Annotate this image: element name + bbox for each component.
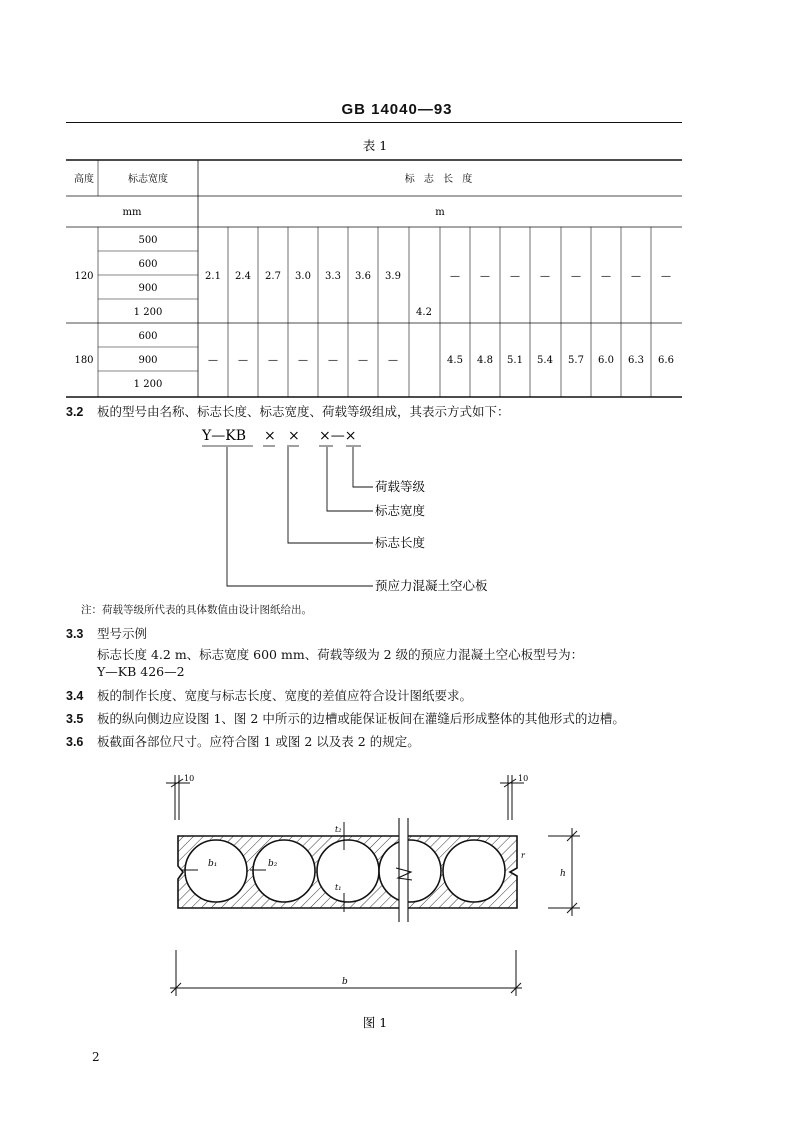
dim-right-10: 10: [518, 774, 529, 783]
label-load-grade: 荷载等级: [375, 479, 426, 494]
section-number: 3.3: [66, 627, 84, 641]
length-cell: 6.0: [598, 355, 614, 366]
dash-cell: —: [480, 271, 490, 282]
dash-cell: —: [510, 271, 520, 282]
section-text: 板的制作长度、宽度与标志长度、宽度的差值应符合设计图纸要求。: [97, 688, 473, 703]
width-cell: 900: [138, 355, 158, 366]
label-slab-name: 预应力混凝土空心板: [375, 578, 488, 593]
model-x-length: ×: [264, 428, 276, 444]
dash-cell: —: [540, 271, 550, 282]
dash-cell: —: [328, 355, 338, 366]
head-height: 高度: [74, 174, 94, 185]
dash-cell: —: [208, 355, 218, 366]
label-t2: t₂: [335, 825, 342, 834]
dash-cell: —: [631, 271, 641, 282]
length-cell: 6.6: [658, 355, 674, 366]
section-text: 板截面各部位尺寸。应符合图 1 或图 2 以及表 2 的规定。: [97, 734, 420, 749]
hollow-cores: [185, 840, 505, 902]
length-cell: 4.8: [477, 355, 493, 366]
section-3-6: [66, 732, 420, 750]
height-120: 120: [74, 271, 94, 282]
section-number: 3.4: [66, 689, 84, 703]
label-b2: b₂: [268, 859, 278, 869]
label-h: h: [560, 869, 566, 879]
label-nominal-length: 标志长度: [375, 535, 426, 550]
length-cell: 3.3: [325, 271, 341, 282]
width-cell: 500: [138, 235, 158, 246]
length-shared: 4.2: [416, 307, 432, 318]
dash-cell: —: [268, 355, 278, 366]
length-cell: 3.6: [355, 271, 371, 282]
standard-header: GB 14040—93: [341, 101, 453, 118]
table-caption: 表 1: [362, 138, 388, 153]
model-x-width: ×: [288, 428, 300, 444]
label-b: b: [342, 977, 348, 987]
width-cell: 1 200: [133, 379, 163, 390]
model-prefix: Y—KB: [202, 428, 246, 444]
section-text: 板的型号由名称、标志长度、标志宽度、荷载等级组成，其表示方式如下：: [97, 404, 510, 419]
length-cell: 2.7: [265, 271, 281, 282]
model-x-load: ×—×: [319, 428, 357, 444]
section-number: 3.5: [66, 712, 84, 726]
length-cell: 5.4: [537, 355, 553, 366]
head-width: 标志宽度: [128, 174, 168, 185]
length-cell: 5.1: [507, 355, 523, 366]
leader-lines: [227, 447, 373, 586]
length-cell: 2.1: [205, 271, 221, 282]
length-cell: 3.9: [385, 271, 401, 282]
length-cell: 6.3: [628, 355, 644, 366]
dim-left-10: 10: [184, 774, 195, 783]
dash-cell: —: [358, 355, 368, 366]
height-180: 180: [74, 355, 94, 366]
section-number: 3.2: [66, 405, 84, 419]
page-number: 2: [92, 1050, 100, 1064]
section-title: 型号示例: [97, 626, 148, 641]
unit-left: mm: [122, 207, 142, 218]
section-text: 板的纵向侧边应设图 1、图 2 中所示的边槽或能保证板间在灌缝后形成整体的其他形式的边槽。: [97, 711, 625, 726]
length-cell: 5.7: [568, 355, 584, 366]
width-cell: 1 200: [133, 307, 163, 318]
label-b1: b₁: [208, 859, 218, 869]
figure-caption: 图 1: [362, 1015, 388, 1030]
width-cell: 600: [138, 331, 158, 342]
dash-cell: —: [388, 355, 398, 366]
note: 注：荷载等级所代表的具体数值由设计图纸给出。: [81, 604, 312, 616]
label-t1: t₁: [335, 883, 342, 892]
example-line-1: 标志长度 4.2 m、标志宽度 600 mm、荷载等级为 2 级的预应力混凝土空心板型号为：: [97, 647, 584, 662]
head-length: 标 志 长 度: [404, 174, 476, 185]
section-3-5: [66, 709, 625, 727]
dash-cell: —: [450, 271, 460, 282]
width-dim: [170, 950, 522, 996]
width-cell: 600: [138, 259, 158, 270]
length-cell: 4.5: [447, 355, 463, 366]
dash-cell: —: [298, 355, 308, 366]
section-3-3: [66, 624, 147, 642]
label-nominal-width: 标志宽度: [375, 503, 426, 518]
dash-cell: —: [661, 271, 671, 282]
dash-cell: —: [238, 355, 248, 366]
label-r: r: [521, 851, 525, 860]
example-line-2: Y—KB 426—2: [97, 664, 185, 679]
length-cell: 3.0: [295, 271, 311, 282]
figure-1-cross-section: [0, 760, 794, 1050]
section-number: 3.6: [66, 735, 84, 749]
length-cell: 2.4: [235, 271, 251, 282]
dash-cell: —: [601, 271, 611, 282]
section-3-4: [66, 686, 472, 704]
width-cell: 900: [138, 283, 158, 294]
unit-right: m: [435, 207, 445, 218]
dash-cell: —: [571, 271, 581, 282]
